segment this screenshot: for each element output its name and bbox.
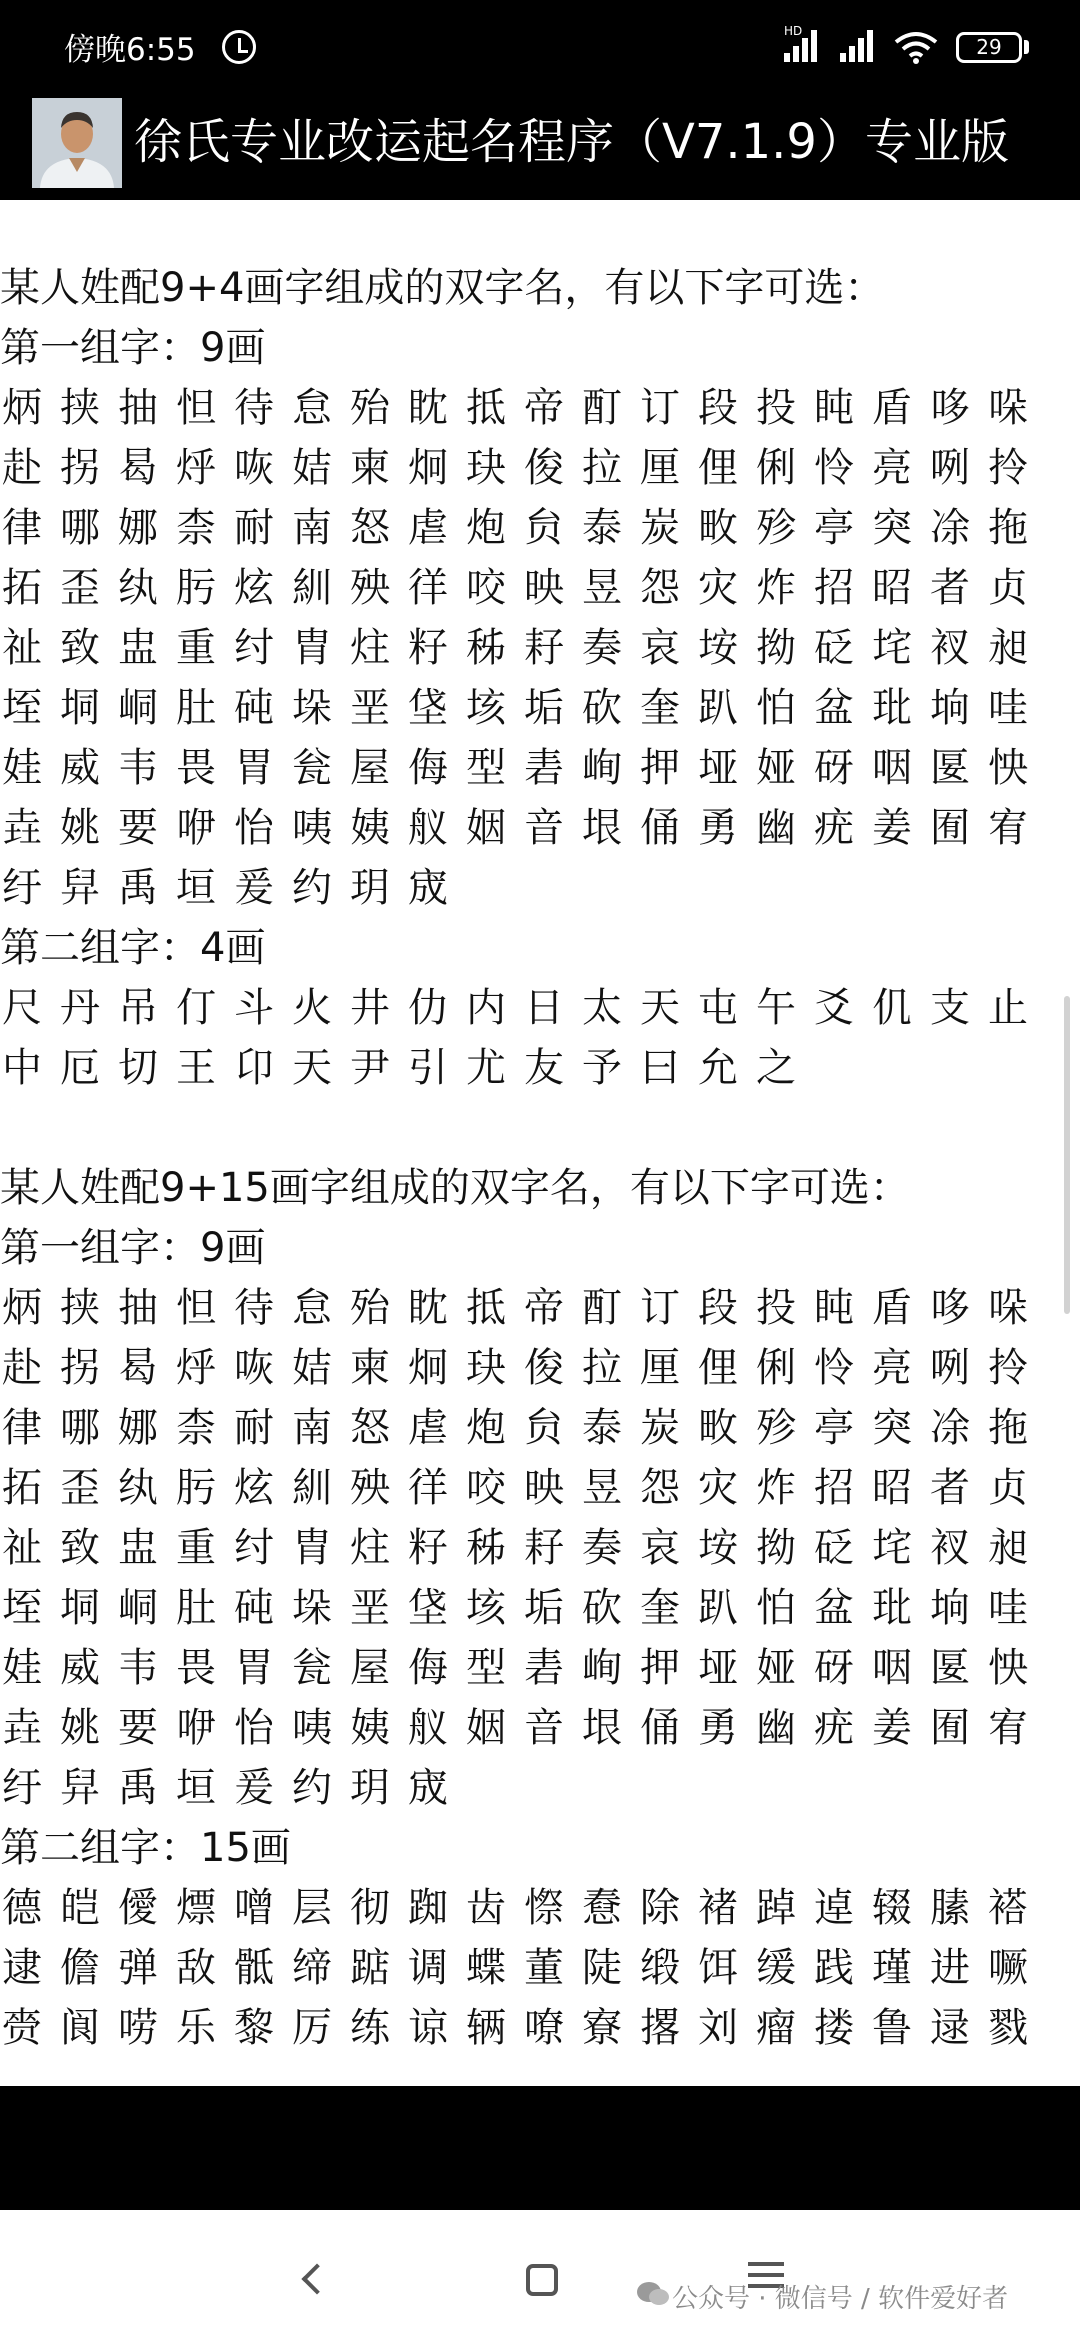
char-row: 尺丹吊仃斗火井仂内日太天屯午爻仉支止 [2,985,1046,1031]
section1-group1-label: 第一组字：9画 [0,325,266,371]
status-time: 傍晚6:55 [64,32,196,68]
section2-intro: 某人姓配9+15画字组成的双字名，有以下字可选： [0,1165,910,1211]
watermark: 公众号 · 微信号 / 软件爱好者 [672,2284,1009,2314]
app-title: 徐氏专业改运起名程序（V7.1.9）专业版 [134,114,1009,170]
scrollbar[interactable] [1064,996,1070,1314]
hd-network-tag: HD [784,24,803,38]
avatar [32,98,122,188]
back-icon[interactable] [301,2263,332,2294]
wechat-icon [636,2280,670,2308]
char-row: 赴拐曷烀咴姞柬炯玦俊拉厘俚俐怜亮咧拎 [2,1345,1046,1391]
char-row: 逮儋弹敌骶缔踮调蝶董陡缎饵缓践瑾进噘 [2,1945,1046,1991]
char-row: 垤垌峒肚砘垛垩垡垓垢砍奎趴怕盆玭垧哇 [2,1585,1046,1631]
section1-intro: 某人姓配9+4画字组成的双字名，有以下字可选： [0,265,885,311]
navigation-bar [0,2210,1080,2340]
char-row: 垚姚要咿怡咦姨舣姻音垠俑勇幽疣姜囿宥 [2,1705,1046,1751]
char-row: 炳挟抽怛待怠殆眈抵帝酊订段投盹盾哆哚 [2,1285,1046,1331]
alarm-icon [222,30,256,64]
char-row: 娃威韦畏胃瓮屋侮型砉峋押垭娅砑咽匽怏 [2,1645,1046,1691]
char-row: 纡舁禹垣爰约玥宬 [2,865,466,911]
char-row: 赴拐曷烀咴姞柬炯玦俊拉厘俚俐怜亮咧拎 [2,445,1046,491]
signal-strength-icon [784,28,824,62]
bottom-black-band [0,2086,1080,2210]
char-row: 垤垌峒肚砘垛垩垡垓垢砍奎趴怕盆玭垧哇 [2,685,1046,731]
char-row: 赍阆唠乐黎厉练谅辆嘹寮撂刘瘤搂鲁逯戮 [2,2005,1046,2051]
battery-tip [1024,40,1029,54]
section2-group1-label: 第一组字：9画 [0,1225,266,1271]
char-row: 娃威韦畏胃瓮屋侮型砉峋押垭娅砑咽匽怏 [2,745,1046,791]
battery-icon: 29 [956,32,1022,63]
section2-group2-label: 第二组字：15画 [0,1825,291,1871]
char-row: 祉致盅重纣胄炷籽秭耔奏哀垵拗砭垞衩昶 [2,1525,1046,1571]
char-row: 律哪娜柰耐南怒虐炮贠泰炭畋殄亭突凃拖 [2,505,1046,551]
char-row: 律哪娜柰耐南怒虐炮贠泰炭畋殄亭突凃拖 [2,1405,1046,1451]
content-list [0,258,1080,2058]
char-row: 垚姚要咿怡咦姨舣姻音垠俑勇幽疣姜囿宥 [2,805,1046,851]
char-row: 祉致盅重纣胄炷籽秭耔奏哀垵拗砭垞衩昶 [2,625,1046,671]
char-row: 拓歪纨肟炫紃殃徉咬映昱怨灾炸招昭者贞 [2,1465,1046,1511]
char-row: 德皑僾熛噌层彻踟齿憏憃除褚踔逴辍膆褡 [2,1885,1046,1931]
status-bar [0,0,1080,84]
signal-strength-icon-2 [840,28,880,62]
wifi-icon [893,30,939,64]
char-row: 拓歪纨肟炫紃殃徉咬映昱怨灾炸招昭者贞 [2,565,1046,611]
char-row: 中厄切王卬天尹引尤友予曰允之 [2,1045,814,1091]
content-area[interactable] [0,200,1080,2086]
char-row: 炳挟抽怛待怠殆眈抵帝酊订段投盹盾哆哚 [2,385,1046,431]
char-row: 纡舁禹垣爰约玥宬 [2,1765,466,1811]
section1-group2-label: 第二组字：4画 [0,925,266,971]
home-icon[interactable] [526,2264,558,2296]
blank-line [0,1098,1080,1158]
